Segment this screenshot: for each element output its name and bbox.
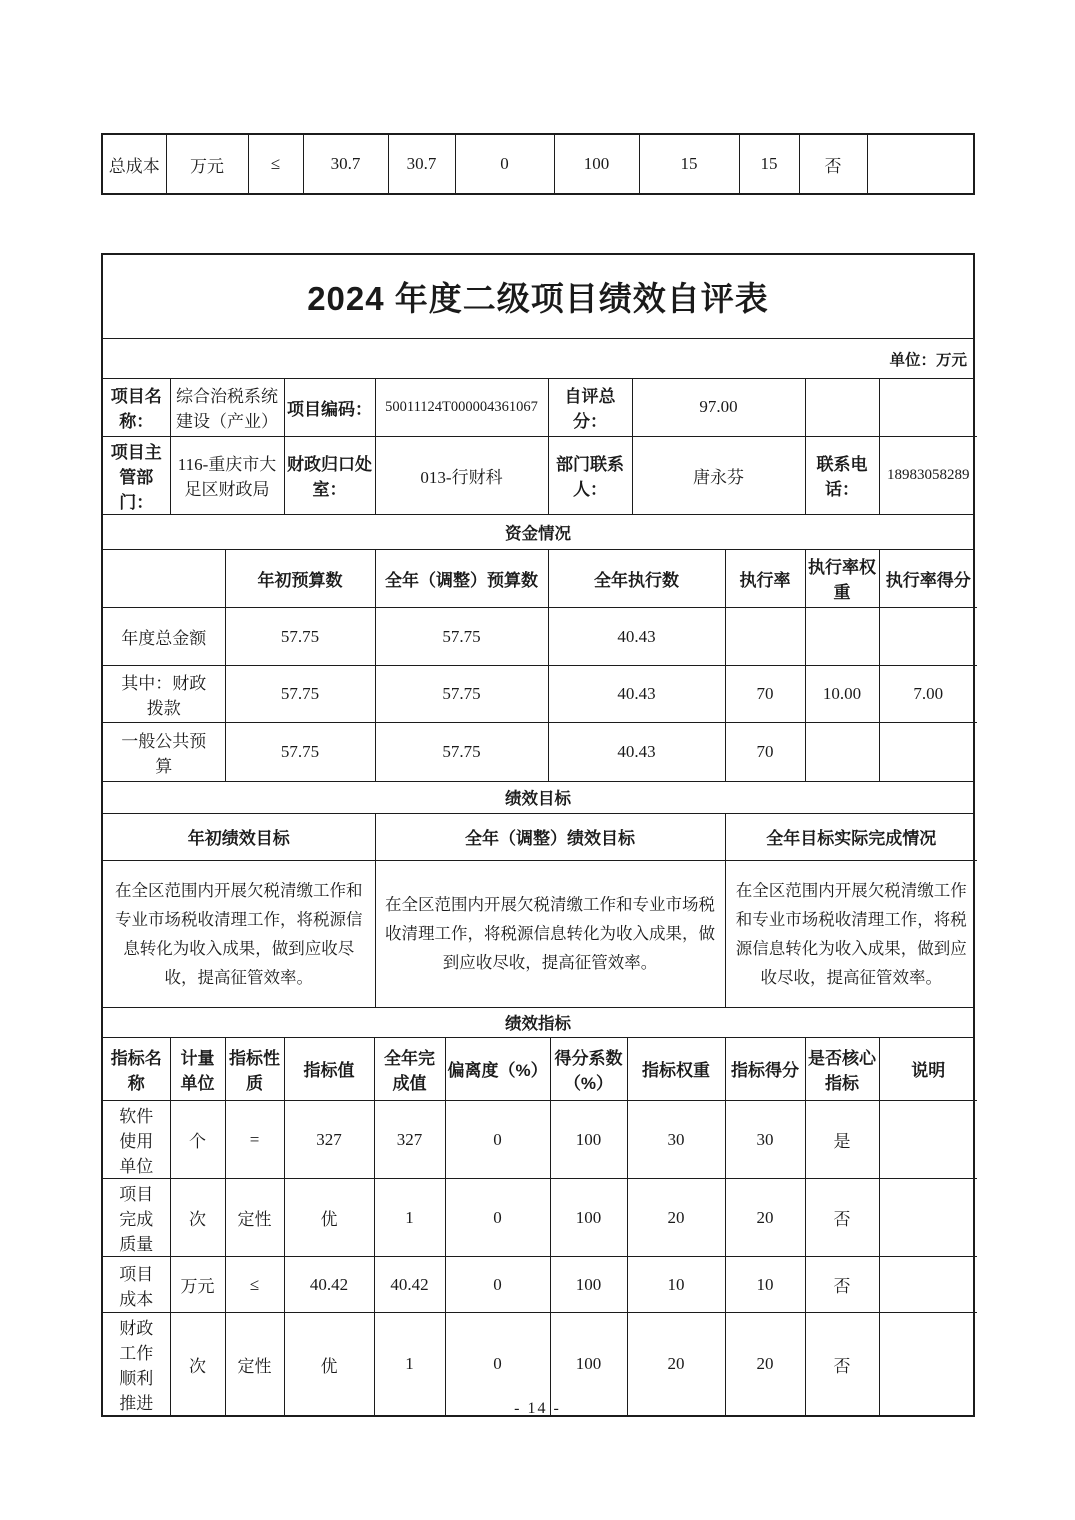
column-header: 指标得分 (725, 1038, 805, 1101)
table-cell: 0 (445, 1257, 550, 1313)
section-title-funding (103, 514, 973, 550)
table-cell (879, 1101, 977, 1179)
table-cell: 57.75 (375, 666, 548, 723)
phone-label: 联系电话： (805, 436, 879, 514)
column-header: 年初预算数 (225, 550, 375, 608)
table-cell: 否 (805, 1257, 879, 1313)
project-name-row (103, 379, 977, 436)
table-cell (879, 1179, 977, 1257)
table-cell: 否 (805, 1313, 879, 1416)
self-score-value: 97.00 (632, 379, 805, 436)
table-row (103, 135, 977, 193)
table-cell: 100 (554, 135, 639, 193)
table-cell: 40.43 (548, 666, 725, 723)
table-cell: 30.7 (388, 135, 455, 193)
table-cell: 57.75 (225, 608, 375, 666)
row-label: 软件使用单位 (103, 1101, 170, 1179)
table-cell: 57.75 (225, 666, 375, 723)
column-header (103, 550, 225, 608)
table-cell: 总成本 (103, 135, 166, 193)
table-cell: 0 (455, 135, 554, 193)
column-header: 指标权重 (627, 1038, 725, 1101)
table-cell: 30 (725, 1101, 805, 1179)
table-cell: 40.43 (548, 723, 725, 781)
table-cell: 万元 (166, 135, 248, 193)
project-dept-row (103, 436, 977, 514)
table-cell: 40.43 (548, 608, 725, 666)
table-cell: 0 (445, 1101, 550, 1179)
table-cell: 30.7 (303, 135, 388, 193)
goal-actual: 在全区范围内开展欠税清缴工作和专业市场税收清理工作，将税源信息转化为收入成果，做到应收尽收，提高征管效率。 (725, 861, 977, 1007)
table-cell (805, 608, 879, 666)
table-cell: 20 (725, 1179, 805, 1257)
project-code-value: 50011124T000004361067 (375, 379, 548, 436)
empty-cell (879, 379, 977, 436)
table-cell: 否 (805, 1179, 879, 1257)
table-cell: 次 (170, 1179, 225, 1257)
column-header: 指标名称 (103, 1038, 170, 1101)
column-header: 偏离度（%） (445, 1038, 550, 1101)
table-cell: 1 (374, 1313, 445, 1416)
column-header: 得分系数（%） (550, 1038, 627, 1101)
table-cell: 个 (170, 1101, 225, 1179)
indicators-table (103, 1038, 977, 1416)
table-cell: 327 (374, 1101, 445, 1179)
table-cell: 7.00 (879, 666, 977, 723)
previous-table-fragment (101, 133, 975, 195)
goal-initial: 在全区范围内开展欠税清缴工作和专业市场税收清理工作，将税源信息转化为收入成果，做到应收尽收，提高征管效率。 (103, 861, 375, 1007)
contact-label: 部门联系人： (548, 436, 632, 514)
table-cell: 10 (725, 1257, 805, 1313)
goals-header-row (103, 814, 977, 861)
phone-value: 18983058289 (879, 436, 977, 514)
table-cell (805, 723, 879, 781)
column-header: 执行率 (725, 550, 805, 608)
column-header: 是否核心指标 (805, 1038, 879, 1101)
table-cell (879, 608, 977, 666)
table-cell: 定性 (225, 1313, 284, 1416)
column-header: 全年完成值 (374, 1038, 445, 1101)
table-cell: 70 (725, 723, 805, 781)
project-info-table (103, 379, 977, 514)
column-header: 指标性质 (225, 1038, 284, 1101)
table-cell: 100 (550, 1179, 627, 1257)
page-title: 2024 年度二级项目绩效自评表 (307, 280, 769, 317)
table-cell (879, 1257, 977, 1313)
funding-header-row (103, 550, 977, 608)
self-evaluation-form (101, 253, 975, 1417)
unit-note (103, 339, 973, 379)
goals-content-row (103, 861, 977, 1007)
column-header: 年初绩效目标 (103, 814, 375, 861)
funding-row-fiscal (103, 666, 977, 723)
dept-value: 116-重庆市大足区财政局 (170, 436, 284, 514)
column-header: 说明 (879, 1038, 977, 1101)
table-cell: 定性 (225, 1179, 284, 1257)
funding-table (103, 550, 977, 781)
table-cell: 100 (550, 1257, 627, 1313)
column-header: 执行率得分 (879, 550, 977, 608)
table-cell: 20 (627, 1313, 725, 1416)
table-cell: 10.00 (805, 666, 879, 723)
row-label: 财政工作顺利推进 (103, 1313, 170, 1416)
table-cell: 40.42 (284, 1257, 374, 1313)
fragment-table (103, 135, 977, 193)
table-cell: 10 (627, 1257, 725, 1313)
column-header: 全年（调整）绩效目标 (375, 814, 725, 861)
dept-label: 项目主管部门： (103, 436, 170, 514)
table-cell: 327 (284, 1101, 374, 1179)
project-name-value: 综合治税系统建设（产业） (170, 379, 284, 436)
table-cell: 次 (170, 1313, 225, 1416)
funding-row-public-budget (103, 723, 977, 781)
indicator-row-software-users (103, 1101, 977, 1179)
section-title-text: 绩效目标 (505, 790, 571, 808)
table-cell: 57.75 (225, 723, 375, 781)
indicator-row-completion-quality (103, 1179, 977, 1257)
table-cell: 万元 (170, 1257, 225, 1313)
table-cell: 优 (284, 1313, 374, 1416)
table-cell: 是 (805, 1101, 879, 1179)
column-header: 计量单位 (170, 1038, 225, 1101)
section-title-goals (103, 781, 973, 814)
finance-office-label: 财政归口处室： (284, 436, 375, 514)
row-label: 年度总金额 (103, 608, 225, 666)
table-cell: 20 (627, 1179, 725, 1257)
column-header: 全年执行数 (548, 550, 725, 608)
table-cell: 20 (725, 1313, 805, 1416)
table-cell: 40.42 (374, 1257, 445, 1313)
row-label: 其中：财政拨款 (103, 666, 225, 723)
row-label: 一般公共预算 (103, 723, 225, 781)
unit-note-text: 单位：万元 (889, 351, 967, 369)
table-cell: 70 (725, 666, 805, 723)
table-cell: ≤ (225, 1257, 284, 1313)
section-title-indicators (103, 1007, 973, 1038)
table-cell: 15 (739, 135, 799, 193)
contact-value: 唐永芬 (632, 436, 805, 514)
table-cell: ≤ (248, 135, 303, 193)
table-cell: 57.75 (375, 608, 548, 666)
table-cell (725, 608, 805, 666)
table-cell: 100 (550, 1313, 627, 1416)
column-header: 执行率权重 (805, 550, 879, 608)
table-cell: 0 (445, 1179, 550, 1257)
goals-table (103, 814, 977, 1007)
table-cell: = (225, 1101, 284, 1179)
empty-cell (805, 379, 879, 436)
row-label: 项目成本 (103, 1257, 170, 1313)
funding-row-total (103, 608, 977, 666)
table-cell (879, 723, 977, 781)
column-header: 全年目标实际完成情况 (725, 814, 977, 861)
table-cell: 1 (374, 1179, 445, 1257)
column-header: 指标值 (284, 1038, 374, 1101)
indicators-header-row (103, 1038, 977, 1101)
table-cell: 57.75 (375, 723, 548, 781)
table-cell: 0 (445, 1313, 550, 1416)
table-cell (867, 135, 977, 193)
table-cell: 优 (284, 1179, 374, 1257)
table-cell: 否 (799, 135, 867, 193)
finance-office-value: 013-行财科 (375, 436, 548, 514)
table-cell: 15 (639, 135, 739, 193)
table-cell: 30 (627, 1101, 725, 1179)
table-cell: 100 (550, 1101, 627, 1179)
indicator-row-project-cost (103, 1257, 977, 1313)
project-name-label: 项目名称： (103, 379, 170, 436)
section-title-text: 绩效指标 (505, 1015, 571, 1033)
row-label: 项目完成质量 (103, 1179, 170, 1257)
self-score-label: 自评总分： (548, 379, 632, 436)
section-title-text: 资金情况 (505, 524, 571, 543)
goal-adjusted: 在全区范围内开展欠税清缴工作和专业市场税收清理工作，将税源信息转化为收入成果，做到应收尽收，提高征管效率。 (375, 861, 725, 1007)
form-title-row (103, 255, 973, 339)
page-number: - 14 - (514, 1400, 561, 1417)
column-header: 全年（调整）预算数 (375, 550, 548, 608)
project-code-label: 项目编码： (284, 379, 375, 436)
